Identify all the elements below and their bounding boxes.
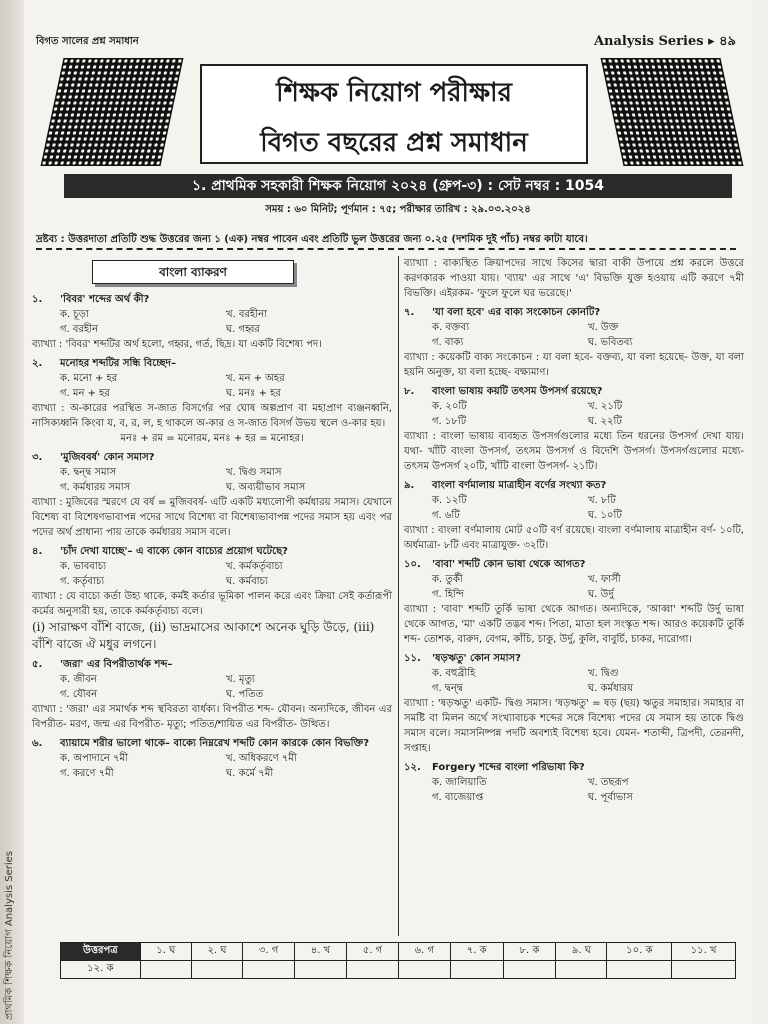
title-box bbox=[200, 64, 588, 164]
title-line-2: বিগত বছরের প্রশ্ন সমাধান bbox=[260, 128, 528, 158]
option: ঘ. কর্মধারয় bbox=[588, 683, 633, 694]
option: ক. তুর্কী bbox=[432, 574, 463, 585]
answer-options bbox=[32, 559, 392, 589]
option: ক. মনো + হর bbox=[60, 373, 118, 384]
option: গ. করণে ৭মী bbox=[60, 768, 114, 779]
instruction-note: দ্রষ্টব্য : উত্তরদাতা প্রতিটি শুদ্ধ উত্তরের জন্য ১ (এক) নম্বর পাবেন এবং প্রতিটি ভুল উত্তরের জন্য ০.২৫ (দশমিক দুই পাঁচ) নম্বর কাটা যাবে। bbox=[36, 234, 588, 245]
option: ঘ. গহ্বর bbox=[226, 324, 260, 335]
option: ঘ. কর্মে ৭মী bbox=[226, 768, 274, 779]
answer-cell bbox=[243, 961, 295, 979]
explanation: ব্যাখ্যা : 'জরা' এর সমার্থক শব্দ স্থবিরতা বার্ধক্য। বিপরীত শব্দ- যৌবন। অন্যদিকে, জীবন এর বিপরীত- মরণ, জন্ম এর বিপরীত- মৃত্যু; পতিত/শায়িত এর বিপরীত- উত্থিত। bbox=[32, 704, 392, 730]
answer-cell bbox=[191, 961, 242, 979]
option: খ. দ্বিগু সমাস bbox=[226, 467, 282, 478]
explanation: ব্যাখ্যা : অ-কারের পরস্থিত স-জাত বিসর্গের পর ঘোষ অল্পপ্রাণ বা মহাপ্রাণ ব্যঞ্জনধ্বনি, নাসিক্যধ্বনি কিংবা য, ব, র, ল, হ থাকলে অ-কার ও স-জাত বিসর্গ উভয় স্থলে ও-কার হয়। bbox=[32, 403, 392, 429]
right-column bbox=[404, 256, 744, 805]
dot-pattern-right bbox=[601, 58, 744, 166]
option: গ. ১৮টি bbox=[432, 416, 467, 427]
question bbox=[32, 292, 392, 307]
question bbox=[404, 760, 744, 775]
option: খ. মন + অহর bbox=[226, 373, 285, 384]
question-number: ১২. bbox=[404, 762, 421, 773]
option: খ. তছরূপ bbox=[588, 777, 629, 788]
option: ঘ. কর্মবাচ্য bbox=[226, 576, 268, 587]
answer-cell: ৭. ক bbox=[450, 943, 503, 961]
exam-set-bar: ১. প্রাথমিক সহকারী শিক্ষক নিয়োগ ২০২৪ (গ্রুপ-৩) : সেট নম্বর : 1054 bbox=[64, 174, 732, 198]
option: খ. বরহীনা bbox=[226, 309, 267, 320]
option: গ. কর্তৃবাচ্য bbox=[60, 576, 105, 587]
explanation: ব্যাখ্যা : 'বাবা' শব্দটি তুর্কি ভাষা থেকে আগত। অন্যদিকে, 'আব্বা' শব্দটি উর্দু ভাষা থেকে আগত, 'মা' একটি তদ্ভব শব্দ। পিতা, মাতা হল সংস্কৃত শব্দ। আরও কয়েকটি তুর্কি শব্দ- তোশক, বারুদ, বেগম, কাঁচি, চাকু, উর্দু, কুলি, বাবুর্চি, চাকর, দারোগা। bbox=[404, 604, 744, 645]
question-text: 'যা বলা হবে' এর বাক্য সংকোচন কোনটি? bbox=[432, 307, 601, 318]
spine-text: প্রাথমিক শিক্ষক নিয়োগ Analysis Series bbox=[4, 851, 15, 1020]
question-text: 'বাবা' শব্দটি কোন ভাষা থেকে আগত? bbox=[432, 559, 586, 570]
answer-row bbox=[61, 943, 736, 961]
answer-cell bbox=[346, 961, 398, 979]
exam-meta: সময় : ৬০ মিনিট; পূর্ণমান : ৭৫; পরীক্ষার তারিখ : ২৯.০৩.২০২৪ bbox=[265, 204, 531, 215]
option: ক. জালিয়াতি bbox=[432, 777, 487, 788]
answer-cell: ৪. খ bbox=[295, 943, 347, 961]
answer-cell: ৮. ক bbox=[503, 943, 556, 961]
question-text: 'জরা' এর বিপরীতার্থক শব্দ– bbox=[60, 659, 173, 670]
column-divider bbox=[398, 256, 399, 936]
option: ক. চূড়া bbox=[60, 309, 89, 320]
answer-cell: ৩. গ bbox=[243, 943, 295, 961]
option: গ. কর্মধারয় সমাস bbox=[60, 482, 131, 493]
question-text: বাংলা বর্ণমালায় মাত্রাহীন বর্ণের সংখ্যা কত? bbox=[432, 480, 607, 491]
option: গ. দ্বন্দ্ব bbox=[432, 683, 463, 694]
answer-options bbox=[404, 399, 744, 429]
question-number: ২. bbox=[32, 358, 43, 369]
answer-cell: ৯. ঘ bbox=[556, 943, 607, 961]
title-banner bbox=[52, 58, 732, 166]
question-number: ৮. bbox=[404, 386, 415, 397]
question-number: ৭. bbox=[404, 307, 415, 318]
question-number: ১১. bbox=[404, 653, 421, 664]
dashed-divider bbox=[36, 248, 736, 250]
option: ক. অপাদানে ৭মী bbox=[60, 753, 128, 764]
question bbox=[404, 305, 744, 320]
question bbox=[32, 450, 392, 465]
question-number: ৫. bbox=[32, 659, 43, 670]
question-text: Forgery শব্দের বাংলা পরিভাষা কি? bbox=[432, 762, 585, 773]
explanation: ব্যাখ্যা : কয়েকটি বাক্য সংকোচন : যা বলা হবে- বক্তব্য, যা বলা হয়েছে- উক্ত, যা বলা হয়নি অনুক্ত, যা বলা হচ্ছে- বক্ষ্যমাণ। bbox=[404, 352, 744, 378]
option: গ. যৌবন bbox=[60, 689, 98, 700]
question-text: 'বিবর' শব্দের অর্থ কী? bbox=[60, 294, 150, 305]
question-text: 'মুজিববর্ষ' কোন সমাস? bbox=[60, 452, 155, 463]
answer-options bbox=[404, 666, 744, 696]
answer-cell bbox=[672, 961, 736, 979]
question bbox=[404, 651, 744, 666]
option: খ. কর্মকর্তৃবাচ্য bbox=[226, 561, 283, 572]
answer-sheet bbox=[60, 942, 736, 979]
option: খ. অধিকরণে ৭মী bbox=[226, 753, 297, 764]
option: ঘ. ২২টি bbox=[588, 416, 622, 427]
option: ক. জীবন bbox=[60, 674, 97, 685]
question bbox=[32, 356, 392, 371]
answer-cell: ১. ঘ bbox=[140, 943, 191, 961]
answer-cell bbox=[503, 961, 556, 979]
question-text: 'ষড়ঋতু' কোন সমাস? bbox=[432, 653, 521, 664]
option: ক. দ্বন্দ্ব সমাস bbox=[60, 467, 117, 478]
question-number: ১. bbox=[32, 294, 43, 305]
answer-cell bbox=[556, 961, 607, 979]
dot-pattern-left bbox=[41, 58, 184, 166]
option: ঘ. ১০টি bbox=[588, 510, 622, 521]
option: গ. ৬টি bbox=[432, 510, 460, 521]
option: ঘ. অব্যয়ীভাব সমাস bbox=[226, 482, 306, 493]
answer-cell: ৫. গ bbox=[346, 943, 398, 961]
answer-options bbox=[404, 775, 744, 805]
answer-options bbox=[404, 493, 744, 523]
explanation: ব্যাখ্যা : বাংলা ভাষায় ব্যবহৃত উপসর্গগুলোর মধ্যে তিন ধরনের উপসর্গ দেখা যায়। যথা- খাঁটি বাংলা উপসর্গ, তৎসম উপসর্গ ও বিদেশি উপসর্গ। উপসর্গগুলোর মধ্যে- তৎসম উপসর্গ ২০টি, খাঁটি বাংলা উপসর্গ- ২১টি। bbox=[404, 431, 744, 472]
explanation: ব্যাখ্যা : বাংলা বর্ণমালায় মোট ৫০টি বর্ণ রয়েছে। বাংলা বর্ণমালায় মাত্রাহীন বর্ণ- ১০টি, অর্ধমাত্রা- ৮টি এবং মাত্রাযুক্ত- ৩২টি। bbox=[404, 525, 744, 551]
question bbox=[404, 478, 744, 493]
answer-options bbox=[32, 672, 392, 702]
example-sentences: (i) সারাক্ষণ বাঁশি বাজে, (ii) ভাদ্রমাসের আকাশে অনেক ঘুড়ি উড়ে, (iii) বাঁশি বাজে ঐ মধুর লগনে। bbox=[32, 620, 375, 651]
option: খ. উক্ত bbox=[588, 322, 619, 333]
page bbox=[24, 0, 752, 1024]
answer-options bbox=[32, 751, 392, 781]
answer-cell: ১১. খ bbox=[672, 943, 736, 961]
question-number: ১০. bbox=[404, 559, 421, 570]
option: খ. ৮টি bbox=[588, 495, 616, 506]
question-text: বাংলা ভাষায় কয়টি তৎসম উপসর্গ রয়েছে? bbox=[432, 386, 603, 397]
explanation: ব্যাখ্যা : 'ষড়ঋতু' একটি- দ্বিগু সমাস। 'ষড়ঋতু' = ষড় (ছয়) ঋতুর সমাহার। সমাহার বা সমষ্টি বা মিলন অর্থে সংখ্যাবাচক শব্দের সঙ্গে বিশেষ্য পদের যে সমাস হয় তাকে দ্বিগু সমাস বলে। সমাসনিষ্পন্ন পদটি অবশ্যই বিশেষ্য হবে। যেমন- শতাব্দী, ত্রিপদী, তেরনদী, সপ্তাহ। bbox=[404, 698, 744, 754]
option: ঘ. মনঃ + হর bbox=[226, 388, 281, 399]
answer-cell bbox=[450, 961, 503, 979]
answer-sheet-label: উত্তরপত্র bbox=[61, 943, 141, 961]
option: ক. ভাববাচ্য bbox=[60, 561, 107, 572]
option: ঘ. উর্দু bbox=[588, 589, 614, 600]
question-number: ৯. bbox=[404, 480, 415, 491]
question bbox=[32, 657, 392, 672]
question-number: ৬. bbox=[32, 738, 43, 749]
answer-cell: ২. ঘ bbox=[191, 943, 242, 961]
explanation: ব্যাখ্যা : 'বিবর' শব্দটির অর্থ হলো, গহ্বর, গর্ত, ছিদ্র। যা একটি বিশেষ্য পদ। bbox=[32, 339, 322, 350]
answer-options bbox=[404, 320, 744, 350]
answer-cell: ১২. ক bbox=[61, 961, 141, 979]
option: ঘ. ভবিতব্য bbox=[588, 337, 633, 348]
title-line-1: শিক্ষক নিয়োগ পরীক্ষার bbox=[276, 78, 512, 108]
answer-options bbox=[32, 465, 392, 495]
option: খ. মৃত্যু bbox=[226, 674, 255, 685]
answer-cell bbox=[295, 961, 347, 979]
option: ক. বহুব্রীহি bbox=[432, 668, 476, 679]
question-text: মনোহর শব্দটির সন্ধি বিচ্ছেদ– bbox=[60, 358, 176, 369]
option: খ. দ্বিগু bbox=[588, 668, 619, 679]
option: খ. ২১টি bbox=[588, 401, 623, 412]
option: ক. বক্তব্য bbox=[432, 322, 470, 333]
option: গ. বাক্য bbox=[432, 337, 464, 348]
question-text: 'চাঁদ দেখা যাচ্ছে'– এ বাক্যে কোন বাচ্যের প্রয়োগ ঘটেছে? bbox=[60, 546, 288, 557]
option: ক. ১২টি bbox=[432, 495, 467, 506]
answer-options bbox=[404, 572, 744, 602]
question bbox=[32, 544, 392, 559]
explanation: ব্যাখ্যা : বাক্যস্থিত ক্রিয়াপদের সাথে কিসের দ্বারা বাকী উপায়ে প্রশ্ন করলে উত্তরে করণকারক পাওয়া যায়। 'ব্যায়' এর সাথে 'এ' বিভক্তি যুক্ত হওয়ায় এটি করণে ৭মী বিভক্তি। এইরকম- 'ফুলে ফুলে ঘর ভরেছে।' bbox=[404, 258, 744, 299]
answer-row bbox=[61, 961, 736, 979]
question-number: ৩. bbox=[32, 452, 43, 463]
option: ক. ২০টি bbox=[432, 401, 467, 412]
running-header-left: বিগত সালের প্রশ্ন সমাধান bbox=[36, 36, 139, 47]
explanation: ব্যাখ্যা : মুজিবের স্মরণে যে বর্ষ = মুজিববর্ষ- এটি একটি মধ্যলোপী কর্মধারয় সমাস। যেখানে বিশেষ্য বা বিশেষণভাবাপন্ন পদের সাথে বিশেষ্য বা বিশেষ্যভাবাপন্ন পদের সমাস হয় এবং পর পদের অর্থ প্রাধান্য পায় তাকে কর্মধারয় সমাস বলে। bbox=[32, 497, 392, 538]
left-column bbox=[32, 256, 392, 781]
option: গ. মন + হর bbox=[60, 388, 110, 399]
question-number: ৪. bbox=[32, 546, 43, 557]
explanation: ব্যাখ্যা : যে বাচ্যে কর্তা উহ্য থাকে, কর্মই কর্তার ভূমিকা পালন করে এবং ক্রিয়া সেই কর্তারূপী কর্মের অনুসারী হয়, তাকে কর্মকর্তৃবাচ্য বলে। bbox=[32, 591, 392, 617]
option: খ. ফার্সী bbox=[588, 574, 621, 585]
question-text: ব্যায়ামে শরীর ভালো থাকে– বাক্যে নিম্নরেখ শব্দটি কোন কারকে কোন বিভক্তি? bbox=[60, 738, 370, 749]
answer-cell bbox=[607, 961, 672, 979]
option: গ. বরহীন bbox=[60, 324, 99, 335]
answer-options bbox=[32, 307, 392, 337]
running-header-right: Analysis Series ▸ ৪৯ bbox=[593, 34, 736, 49]
answer-options bbox=[32, 371, 392, 401]
option: গ. হিন্দি bbox=[432, 589, 464, 600]
question bbox=[32, 736, 392, 751]
option: ঘ. পূর্বাভাস bbox=[588, 792, 633, 803]
option: ঘ. পতিত bbox=[226, 689, 264, 700]
answer-cell bbox=[398, 961, 450, 979]
sandhi-example: মনঃ + রম = মনোরম, মনঃ + হর = মনোহর। bbox=[120, 433, 304, 444]
answer-cell: ১০. ক bbox=[607, 943, 672, 961]
section-heading: বাংলা ব্যাকরণ bbox=[92, 260, 294, 284]
book-spine bbox=[0, 0, 24, 1024]
answer-cell: ৬. গ bbox=[398, 943, 450, 961]
question bbox=[404, 384, 744, 399]
option: গ. বাজেয়াপ্ত bbox=[432, 792, 484, 803]
question bbox=[404, 557, 744, 572]
answer-cell bbox=[140, 961, 191, 979]
